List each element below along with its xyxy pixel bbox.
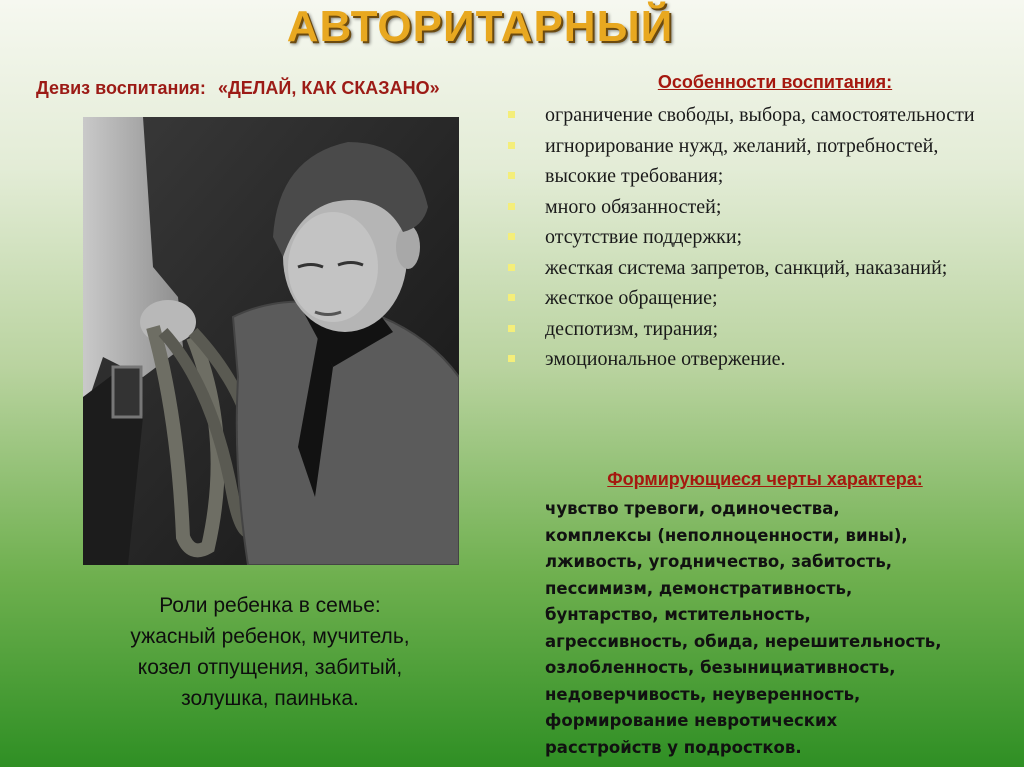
boy-with-belt-photo <box>83 117 459 565</box>
bullet-icon <box>508 172 515 179</box>
list-item: жесткая система запретов, санкций, наказаний; <box>505 253 995 284</box>
slide-title: АВТОРИТАРНЫЙ <box>286 2 674 51</box>
trait-line: чувство тревоги, одиночества, <box>545 499 840 518</box>
trait-line: агрессивность, обида, нерешительность, <box>545 631 942 651</box>
roles-line: козел отпущения, забитый, <box>137 656 403 679</box>
list-item: игнорирование нужд, желаний, потребностей, <box>505 131 995 162</box>
bullet-icon <box>508 355 515 362</box>
list-item: ограничение свободы, выбора, самостоятельности <box>505 100 995 131</box>
list-item: эмоциональное отвержение. <box>505 344 995 375</box>
trait-line: лживость, угодничество, забитость, <box>545 552 893 571</box>
list-item: много обязанностей; <box>505 192 995 223</box>
trait-line: формирование невротических <box>545 711 838 730</box>
roles-line: золушка, паинька. <box>181 687 359 710</box>
bullet-icon <box>508 325 515 332</box>
motto-label: Девиз воспитания: <box>36 78 206 98</box>
list-item: отсутствие поддержки; <box>505 222 995 253</box>
roles-line: ужасный ребенок, мучитель, <box>130 625 410 648</box>
child-roles <box>30 590 510 714</box>
motto-value: «ДЕЛАЙ, КАК СКАЗАНО» <box>217 78 440 98</box>
list-item: высокие требования; <box>505 161 995 192</box>
bullet-icon <box>508 111 515 118</box>
trait-line: бунтарство, мстительность, <box>545 605 811 624</box>
trait-line: озлобленность, безынициативность, <box>545 658 896 677</box>
traits-text <box>545 496 1015 761</box>
list-item: деспотизм, тирания; <box>505 314 995 345</box>
roles-heading: Роли ребенка в семье: <box>159 594 381 617</box>
trait-line: комплексы (неполноценности, вины), <box>545 525 908 545</box>
list-item: жесткое обращение; <box>505 283 995 314</box>
features-list <box>505 100 995 375</box>
bullet-icon <box>508 203 515 210</box>
bullet-icon <box>508 264 515 271</box>
bullet-icon <box>508 294 515 301</box>
trait-line: расстройств у подростков. <box>545 737 802 757</box>
trait-line: недоверчивость, неуверенность, <box>545 684 861 704</box>
bullet-icon <box>508 233 515 240</box>
features-title: Особенности воспитания: <box>657 72 893 92</box>
bullet-icon <box>508 142 515 149</box>
motto <box>36 78 440 99</box>
traits-title: Формирующиеся черты характера: <box>607 469 923 489</box>
trait-line: пессимизм, демонстративность, <box>545 578 853 598</box>
